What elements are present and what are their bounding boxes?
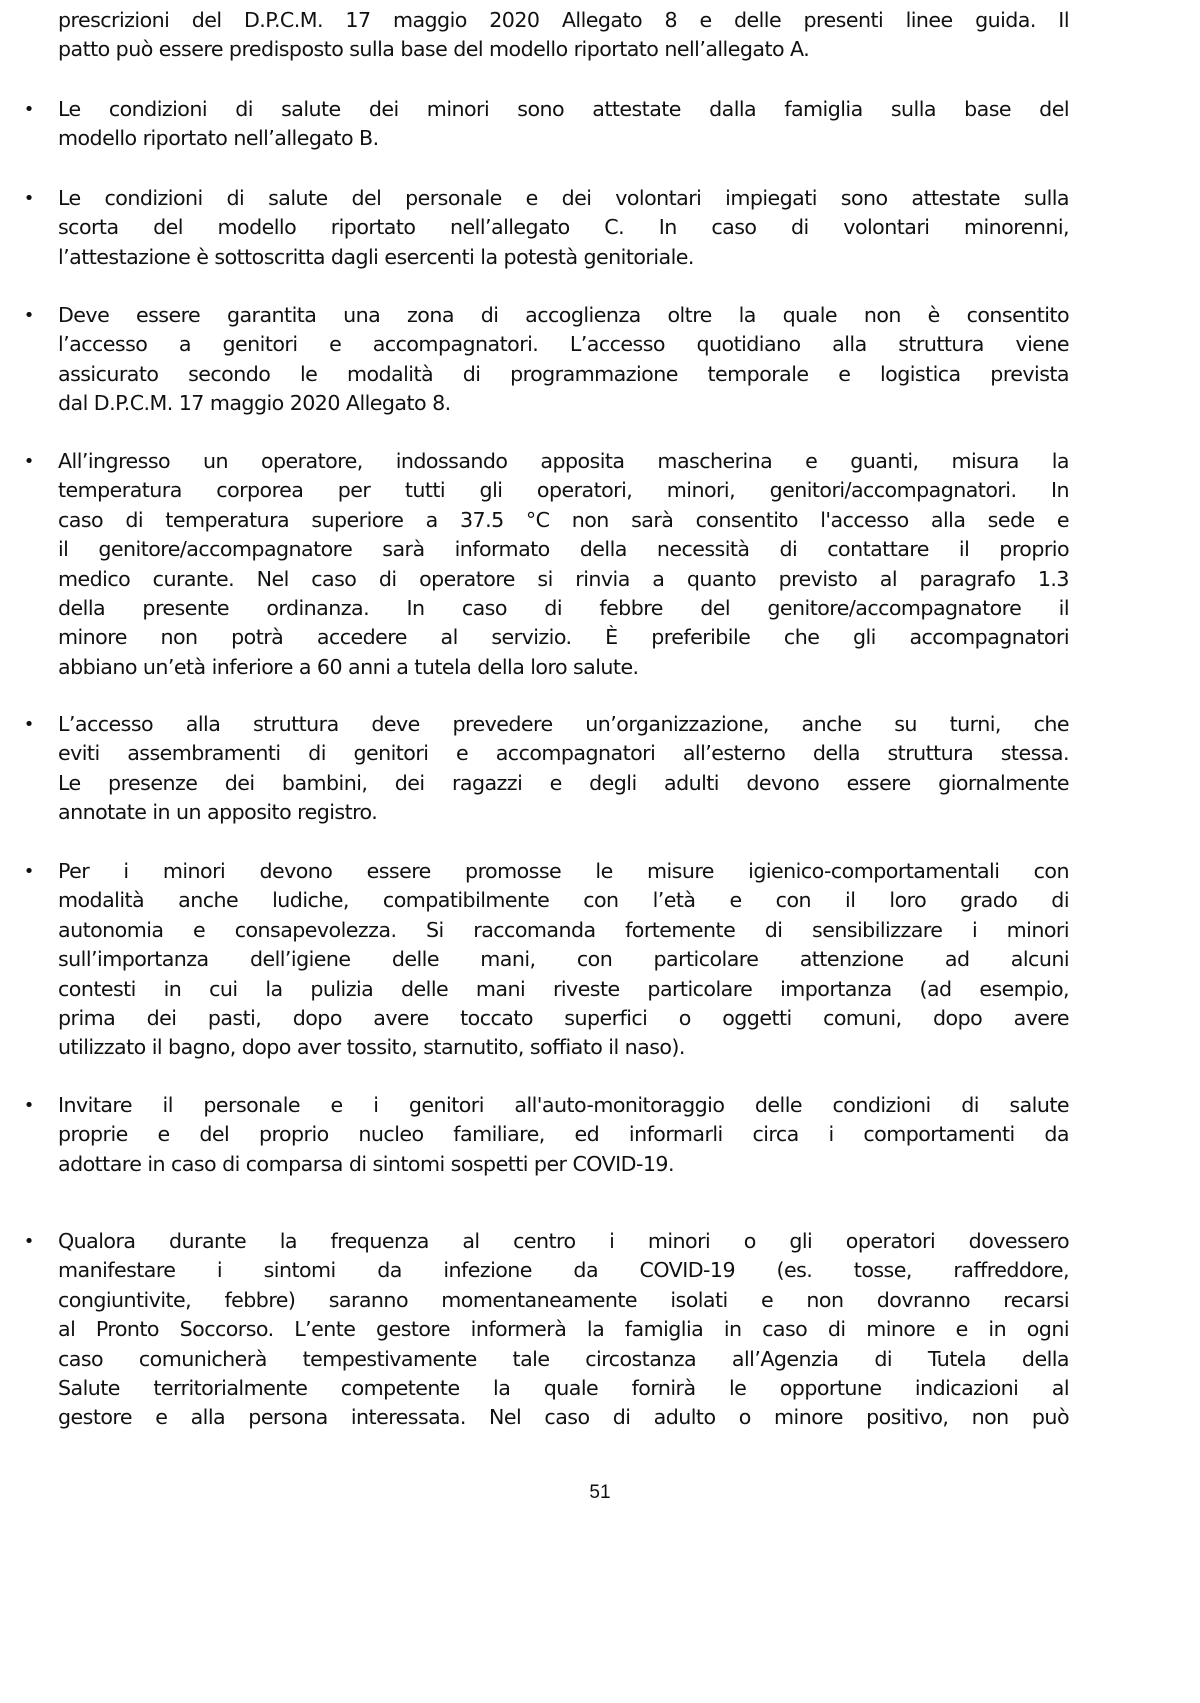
text-line: medico curante. Nel caso di operatore si rinvia a quanto previsto al paragrafo 1.3 bbox=[58, 566, 1069, 591]
text-line: l’attestazione è sottoscritta dagli esercenti la potestà genitoriale. bbox=[58, 244, 694, 269]
page-number: 51 bbox=[589, 1482, 611, 1503]
text-line: Per i minori devono essere promosse le misure igienico-comportamentali con bbox=[58, 859, 1069, 883]
text-line: modello riportato nell’allegato B. bbox=[58, 126, 379, 151]
bullet-icon: • bbox=[23, 451, 35, 472]
list-item bbox=[58, 95, 1069, 154]
text-line: gestore e alla persona interessata. Nel caso di adulto o minore positivo, non può bbox=[58, 1405, 1069, 1430]
list-item bbox=[58, 184, 1069, 272]
text-line: proprie e del proprio nucleo familiare, ed informarli circa i comportamenti da bbox=[58, 1122, 1069, 1147]
text-line: Le presenze dei bambini, dei ragazzi e degli adulti devono essere giornalmente bbox=[58, 770, 1069, 795]
list-item bbox=[58, 1227, 1069, 1433]
text-line: caso di temperatura superiore a 37.5 °C non sarà consentito l'accesso alla sede e bbox=[58, 507, 1069, 532]
text-line: sull’importanza dell’igiene delle mani, con particolare attenzione ad alcuni bbox=[58, 947, 1069, 972]
text-line: adottare in caso di comparsa di sintomi sospetti per COVID-19. bbox=[58, 1151, 674, 1176]
text-line: Le condizioni di salute del personale e dei volontari impiegati sono attestate sulla bbox=[58, 186, 1069, 210]
bullet-icon: • bbox=[23, 305, 35, 326]
text-line: Qualora durante la frequenza al centro i minori o gli operatori dovessero bbox=[58, 1229, 1069, 1253]
bullet-icon: • bbox=[23, 861, 35, 882]
list-item bbox=[58, 1091, 1069, 1179]
list-item bbox=[58, 857, 1069, 1063]
text-line: All’ingresso un operatore, indossando apposita mascherina e guanti, misura la bbox=[58, 449, 1069, 473]
text-line: Le condizioni di salute dei minori sono attestate dalla famiglia sulla base del bbox=[58, 97, 1069, 121]
text-line: annotate in un apposito registro. bbox=[58, 800, 378, 825]
text-line: al Pronto Soccorso. L’ente gestore informerà la famiglia in caso di minore e in ogni bbox=[58, 1317, 1069, 1342]
text-line: abbiano un’età inferiore a 60 anni a tutela della loro salute. bbox=[58, 654, 639, 679]
bullet-icon: • bbox=[23, 188, 35, 209]
bullet-icon: • bbox=[23, 714, 35, 735]
text-line: assicurato secondo le modalità di programmazione temporale e logistica prevista bbox=[58, 361, 1069, 386]
text-line: prescrizioni del D.P.C.M. 17 maggio 2020 Allegato 8 e delle presenti linee guida. Il bbox=[58, 8, 1069, 32]
text-line: Deve essere garantita una zona di accoglienza oltre la quale non è consentito bbox=[58, 303, 1069, 327]
text-line: della presente ordinanza. In caso di febbre del genitore/accompagnatore il bbox=[58, 595, 1069, 620]
text-line: utilizzato il bagno, dopo aver tossito, starnutito, soffiato il naso). bbox=[58, 1035, 685, 1060]
text-line: autonomia e consapevolezza. Si raccomanda fortemente di sensibilizzare i minori bbox=[58, 917, 1069, 942]
text-line: Invitare il personale e i genitori all'auto-monitoraggio delle condizioni di salute bbox=[58, 1093, 1069, 1117]
text-line: scorta del modello riportato nell’allegato C. In caso di volontari minorenni, bbox=[58, 215, 1069, 240]
text-line: contesti in cui la pulizia delle mani riveste particolare importanza (ad esempio, bbox=[58, 976, 1069, 1001]
text-line: temperatura corporea per tutti gli operatori, minori, genitori/accompagnatori. In bbox=[58, 478, 1069, 503]
list-item bbox=[58, 710, 1069, 828]
bullet-icon: • bbox=[23, 1231, 35, 1252]
text-line: congiuntivite, febbre) saranno momentaneamente isolati e non dovranno recarsi bbox=[58, 1287, 1069, 1312]
text-line: il genitore/accompagnatore sarà informato della necessità di contattare il proprio bbox=[58, 537, 1069, 562]
list-item bbox=[58, 301, 1069, 419]
text-line: eviti assembramenti di genitori e accompagnatori all’esterno della struttura stessa. bbox=[58, 741, 1069, 766]
text-line: modalità anche ludiche, compatibilmente con l’età e con il loro grado di bbox=[58, 888, 1069, 913]
intro-paragraph bbox=[58, 6, 1069, 65]
bullet-icon: • bbox=[23, 99, 35, 120]
text-line: Salute territorialmente competente la quale fornirà le opportune indicazioni al bbox=[58, 1375, 1069, 1400]
text-line: caso comunicherà tempestivamente tale circostanza all’Agenzia di Tutela della bbox=[58, 1346, 1069, 1371]
text-line: patto può essere predisposto sulla base del modello riportato nell’allegato A. bbox=[58, 37, 810, 62]
bullet-icon: • bbox=[23, 1095, 35, 1116]
text-line: L’accesso alla struttura deve prevedere un’organizzazione, anche su turni, che bbox=[58, 712, 1069, 736]
text-line: l’accesso a genitori e accompagnatori. L’accesso quotidiano alla struttura viene bbox=[58, 332, 1069, 357]
text-line: manifestare i sintomi da infezione da COVID-19 (es. tosse, raffreddore, bbox=[58, 1258, 1069, 1283]
text-line: dal D.P.C.M. 17 maggio 2020 Allegato 8. bbox=[58, 391, 451, 416]
text-line: minore non potrà accedere al servizio. È preferibile che gli accompagnatori bbox=[58, 625, 1069, 650]
list-item bbox=[58, 447, 1069, 682]
text-line: prima dei pasti, dopo avere toccato superfici o oggetti comuni, dopo avere bbox=[58, 1005, 1069, 1030]
